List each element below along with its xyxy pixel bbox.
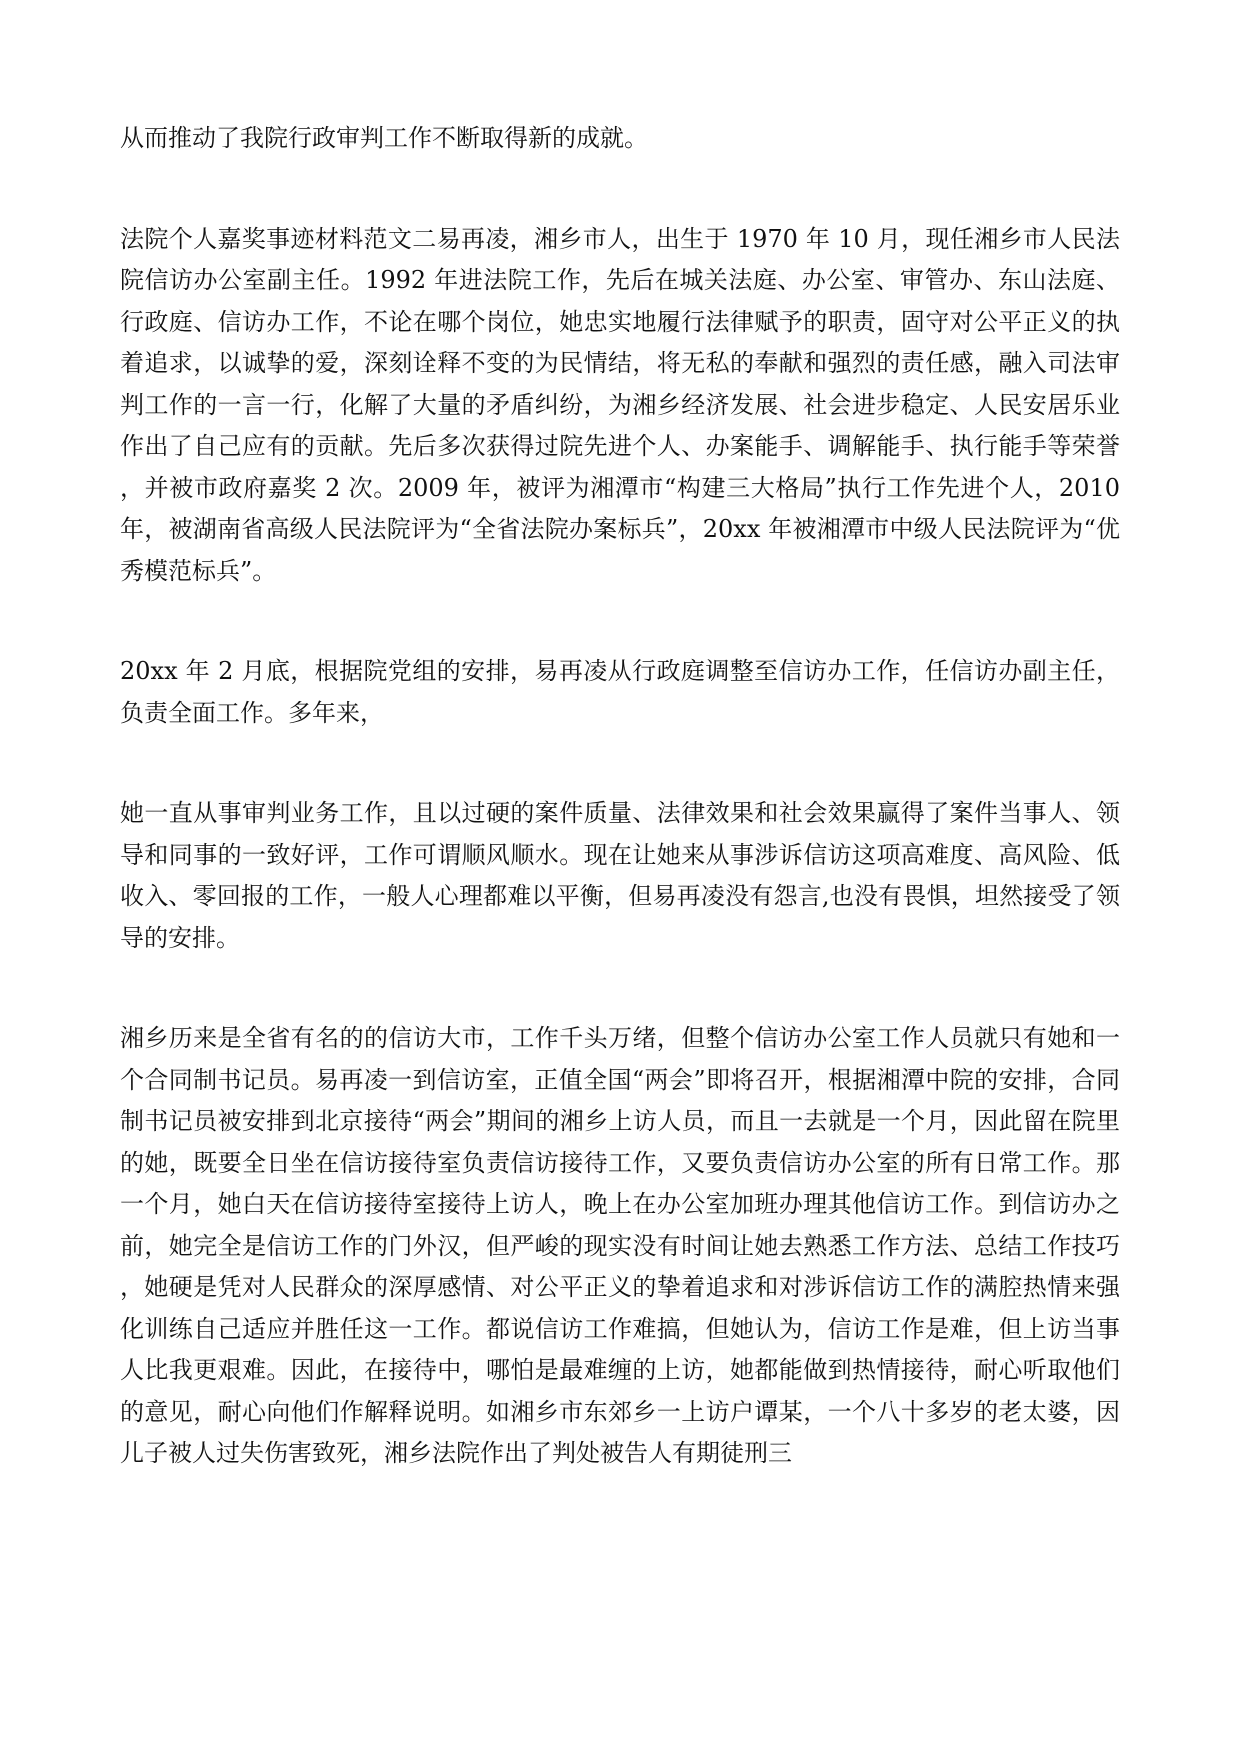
paragraph-4: 她一直从事审判业务工作，且以过硬的案件质量、法律效果和社会效果赢得了案件当事人、领导和同事的一致好评，工作可谓顺风顺水。现在让她来从事涉诉信访这项高难度、高风险、低收入、零回报的工作，一般人心理都难以平衡，但易再凌没有怨言,也没有畏惧，坦然接受了领导的安排。 — [120, 799, 1120, 952]
paragraph-5: 湘乡历来是全省有名的的信访大市，工作千头万绪，但整个信访办公室工作人员就只有她和一个合同制书记员。易再凌一到信访室，正值全国“两会”即将召开，根据湘潭中院的安排，合同制书记员被安排到北京接待“两会”期间的湘乡上访人员，而且一去就是一个月，因此留在院里的她，既要全日坐在信访接待室负责信访接待工作，又要负责信访办公室的所有日常工作。那一个月，她白天在信访接待室接待上访人，晚上在办公室加班办理其他信访工作。到信访办之前，她完全是信访工作的门外汉，但严峻的现实没有时间让她去熟悉工作方法、总结工作技巧，她硬是凭对人民群众的深厚感情、对公平正义的挚着追求和对涉诉信访工作的满腔热情来强化训练自己适应并胜任这一工作。都说信访工作难搞，但她认为，信访工作是难，但上访当事人比我更艰难。因此，在接待中，哪怕是最难缠的上访，她都能做到热情接待，耐心听取他们的意见，耐心向他们作解释说明。如湘乡市东郊乡一上访户谭某，一个八十多岁的老太婆，因儿子被人过失伤害致死，湘乡法院作出了判处被告人有期徒刑三 — [120, 1024, 1120, 1467]
paragraph-1: 从而推动了我院行政审判工作不断取得新的成就。 — [120, 124, 648, 152]
paragraph-3: 20xx 年 2 月底，根据院党组的安排，易再凌从行政庭调整至信访办工作，任信访办副主任，负责全面工作。多年来， — [120, 657, 1120, 727]
document-body — [120, 118, 1120, 1475]
paragraph-2: 法院个人嘉奖事迹材料范文二易再凌，湘乡市人，出生于 1970 年 10 月，现任湘乡市人民法院信访办公室副主任。1992 年进法院工作，先后在城关法庭、办公室、审管办、东山法庭、行政庭、信访办工作，不论在哪个岗位，她忠实地履行法律赋予的职责，固守对公平正义的执着追求，以诚挚的爱，深刻诠释不变的为民情结，将无私的奉献和强烈的责任感，融入司法审判工作的一言一行，化解了大量的矛盾纠纷，为湘乡经济发展、社会进步稳定、人民安居乐业作出了自己应有的贡献。先后多次获得过院先进个人、办案能手、调解能手、执行能手等荣誉，并被市政府嘉奖 2 次。2009 年，被评为湘潭市“构建三大格局”执行工作先进个人，2010 年，被湖南省高级人民法院评为“全省法院办案标兵”，20xx 年被湘潭市中级人民法院评为“优秀模范标兵”。 — [120, 224, 1120, 585]
